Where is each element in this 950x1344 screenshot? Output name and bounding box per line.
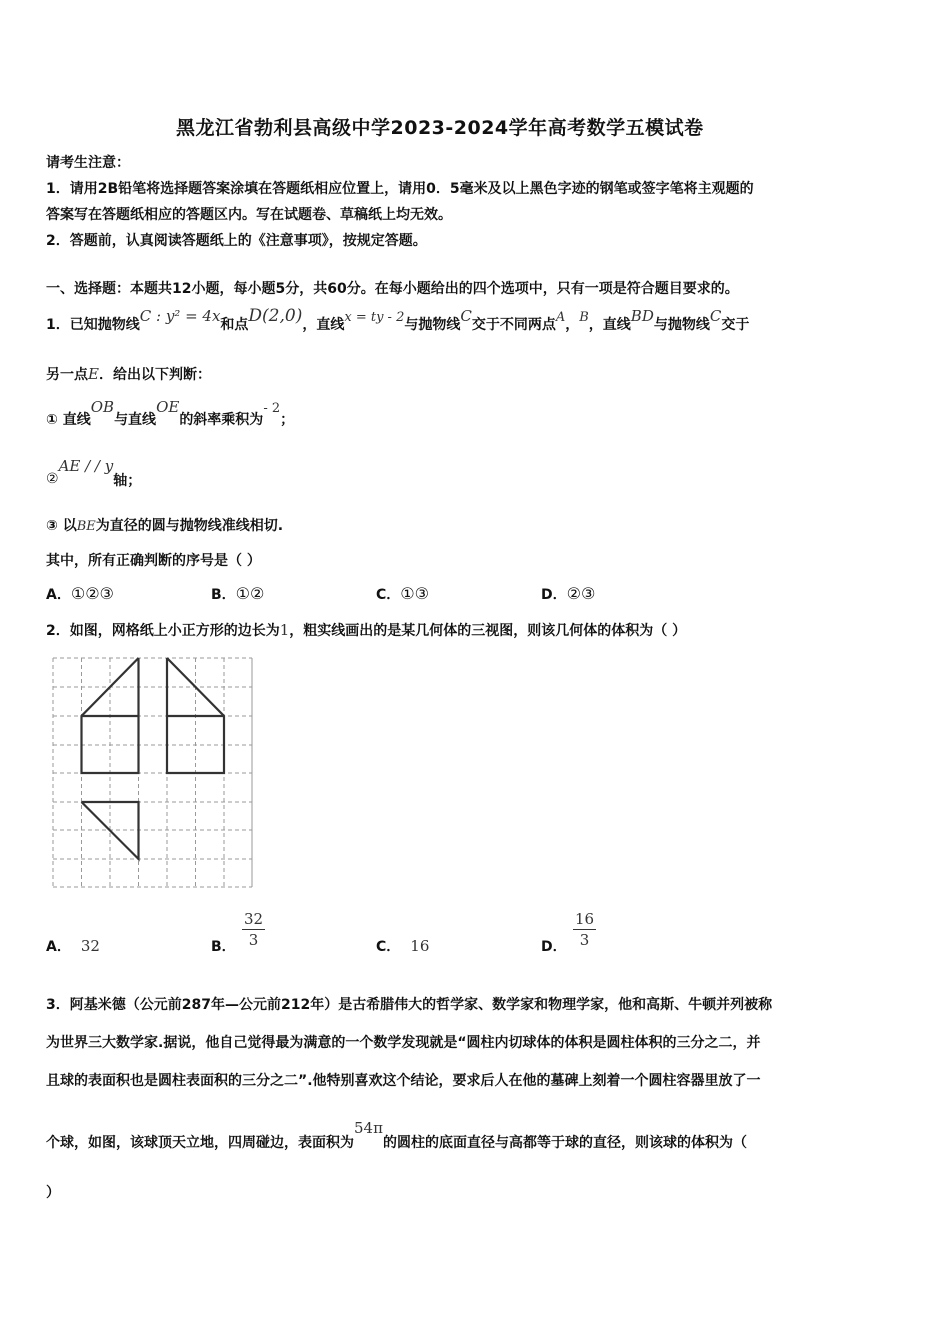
option-label: B． [211,587,236,603]
q3-text: 个球，如图，该球顶天立地，四周碰边，表面积为 [46,1135,354,1151]
fraction-bar [242,929,265,930]
judgement-text: ③ 以 [46,518,77,534]
option-label: D． [541,587,567,603]
q2-option-d-fraction [573,910,596,949]
page-title: 黑龙江省勃利县高级中学2023-2024学年高考数学五模试卷 [176,117,704,139]
q1-text: 与抛物线 [404,317,461,333]
q2-text: 2．如图，网格纸上小正方形的边长为 [46,623,280,639]
judgement-text: ； [280,412,295,428]
judgement-3 [46,515,283,535]
question-1-ask: 其中，所有正确判断的序号是（ ） [46,553,261,569]
judgement-text: 的斜率乘积为 [179,412,264,428]
notice-line-2: 2．答题前，认真阅读答题纸上的《注意事项》，按规定答题。 [46,233,427,249]
judgement-math: OB [90,398,115,416]
q1-text: 和点 [220,317,249,333]
q1-math: C [709,307,722,325]
q1-text: ．给出以下判断： [98,367,211,383]
notice-line-1: 1．请用2B铅笔将选择题答案涂填在答题纸相应位置上，请用0．5毫米及以上黑色字迹的钢笔或签字笔将主观题的 [46,181,754,197]
q1-math: BD [630,307,654,325]
q1-text: 交于不同两点 [471,317,556,333]
option-value: 32 [80,937,100,955]
judgement-text: 为直径的圆与抛物线准线相切. [95,518,284,534]
option-text: ①② [235,584,265,603]
option-text: ②③ [566,584,596,603]
q1-math: C : y² = 4x [139,307,221,325]
judgement-text: 与直线 [114,412,157,428]
fraction-numerator: 16 [575,910,595,928]
option-value: 16 [410,937,430,955]
judgement-2 [46,456,142,489]
q1-math: E [88,365,99,383]
q2-option-a [46,936,100,956]
judgement-math: BE [76,519,96,534]
notice-heading: 请考生注意： [46,155,130,171]
question-2-stem [46,620,686,640]
q3-text: 的圆柱的底面直径与高都等于球的直径，则该球的体积为（ [382,1135,747,1151]
q2-option-b [211,936,236,956]
fraction-denominator: 3 [579,931,590,949]
question-1-line-1 [46,306,750,333]
judgement-math: OE [156,398,180,416]
q1-text: ，直线 [302,317,345,333]
three-view-figure [50,655,258,891]
q3-math: 54π [354,1119,383,1137]
fraction-numerator: 32 [244,910,264,928]
q2-option-d [541,936,567,956]
q1-text: 1．已知抛物线 [46,317,140,333]
q2-math: 1 [279,621,290,639]
q1-text: 另一点 [46,367,88,383]
q1-text: ， [565,317,580,333]
q1-text: ，直线 [588,317,631,333]
q2-text: ，粗实线画出的是某几何体的三视图，则该几何体的体积为（ ） [289,623,687,639]
option-label: C． [376,939,401,955]
q2-option-b-fraction [242,910,265,949]
option-label: B． [211,939,236,955]
q1-math: B [579,310,589,325]
option-label: A． [46,587,71,603]
judgement-text: ① 直线 [46,412,91,428]
q1-math: x = ty - 2 [344,310,405,325]
option-c [376,584,429,604]
fraction-denominator: 3 [248,931,259,949]
q1-math: A [555,310,566,325]
option-label: C． [376,587,401,603]
question-3-line-1: 3．阿基米德（公元前287年—公元前212年）是古希腊伟大的哲学家、数学家和物理学家，他和高斯、牛顿并列被称 [46,997,773,1013]
q1-math: C [460,307,472,325]
option-label: D． [541,939,567,955]
fraction-bar [573,929,596,930]
option-d [541,584,595,604]
question-3-line-2: 为世界三大数学家.据说，他自己觉得最为满意的一个数学发现就是“圆柱内切球体的体积是圆柱体积的三分之二，并 [46,1035,761,1051]
q1-text: 交于 [721,317,750,333]
q1-text: 与抛物线 [653,317,710,333]
q2-option-c [376,936,429,956]
option-label: A． [46,939,71,955]
notice-line-1b: 答案写在答题纸相应的答题区内。写在试题卷、草稿纸上均无效。 [46,207,452,223]
q1-math: D(2,0) [248,306,303,326]
option-a [46,584,114,604]
judgement-math: - 2 [263,401,281,416]
option-text: ①②③ [70,584,114,603]
judgement-text: 轴； [113,473,142,489]
question-3-line-5: ） [46,1185,60,1201]
judgement-math: AE / / y [58,457,114,475]
question-3-line-4 [46,1118,747,1151]
judgement-1 [46,397,295,428]
question-1-line-2 [46,364,211,384]
question-3-line-3: 且球的表面积也是圆柱表面积的三分之二”.他特别喜欢这个结论，要求后人在他的墓碑上刻着一个圆柱容器里放了一 [46,1073,761,1089]
option-b [211,584,264,604]
option-text: ①③ [400,584,429,603]
section-heading: 一、选择题：本题共12小题，每小题5分，共60分。在每小题给出的四个选项中，只有一项是符合题目要求的。 [46,281,739,297]
judgement-text: ② [46,471,59,487]
